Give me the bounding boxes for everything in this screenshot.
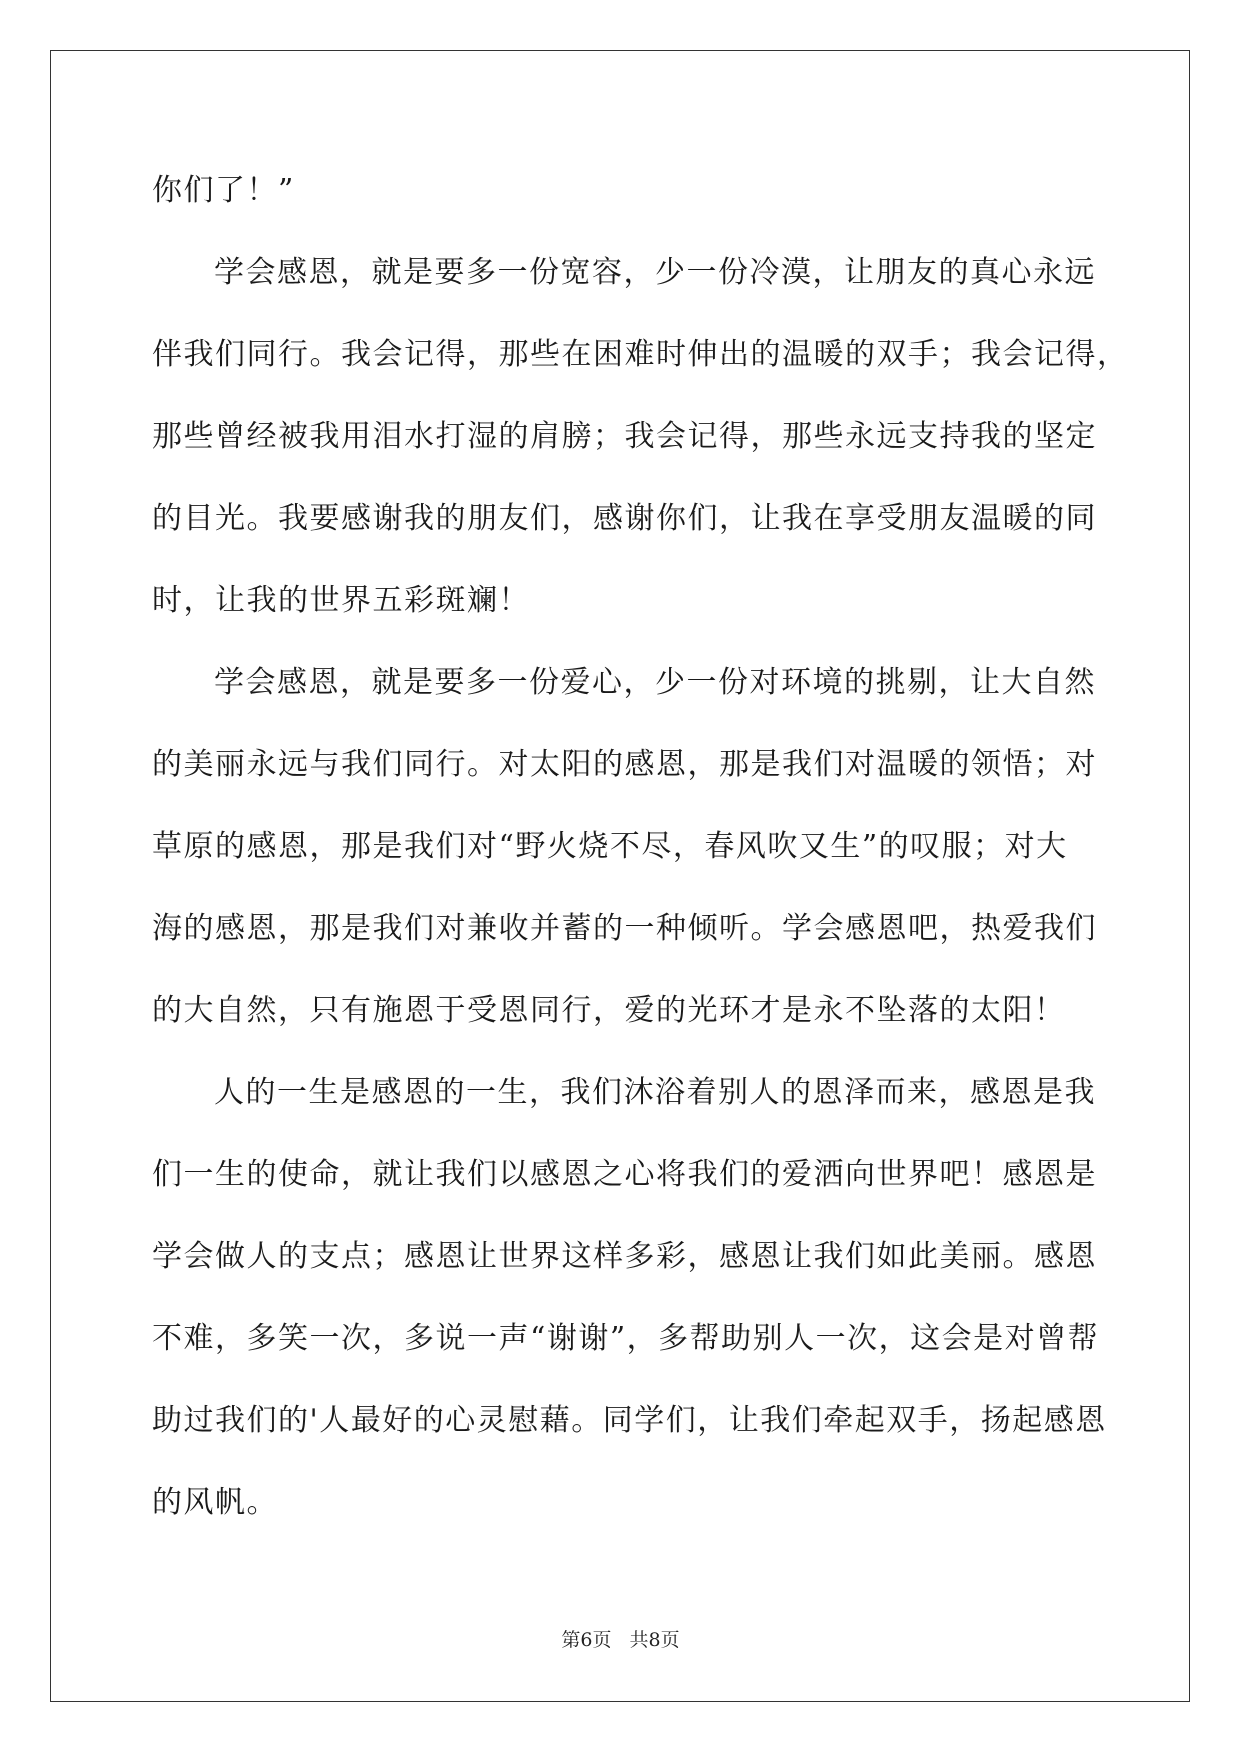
text-line: 你们了！” [152, 173, 295, 208]
text-line: 的大自然，只有施恩于受恩同行，爱的光环才是永不坠落的太阳！ [152, 993, 1066, 1028]
text-line: 学会感恩，就是要多一份宽容，少一份冷漠，让朋友的真心永远 [214, 255, 1096, 290]
text-line: 草原的感恩，那是我们对“野火烧不尽，春风吹又生”的叹服；对大 [152, 829, 1068, 864]
text-line: 海的感恩，那是我们对兼收并蓄的一种倾听。学会感恩吧，热爱我们 [152, 911, 1097, 946]
document-body [152, 165, 1129, 1559]
text-line: 伴我们同行。我会记得，那些在困难时伸出的温暖的双手；我会记得， [152, 337, 1129, 372]
text-line: 不难，多笑一次，多说一声“谢谢”，多帮助别人一次，这会是对曾帮 [152, 1321, 1100, 1356]
page-footer [0, 1625, 1241, 1652]
text-line: 学会做人的支点；感恩让世界这样多彩，感恩让我们如此美丽。感恩 [152, 1239, 1097, 1274]
text-line: 学会感恩，就是要多一份爱心，少一份对环境的挑剔，让大自然 [214, 665, 1096, 700]
total-page-count: 共8页 [629, 1629, 680, 1651]
text-line: 时，让我的世界五彩斑斓！ [152, 583, 530, 618]
text-line: 的目光。我要感谢我的朋友们，感谢你们，让我在享受朋友温暖的同 [152, 501, 1097, 536]
text-line: 的风帆。 [152, 1485, 278, 1520]
text-line: 们一生的使命，就让我们以感恩之心将我们的爱洒向世界吧！感恩是 [152, 1157, 1097, 1192]
current-page-number: 第6页 [561, 1629, 612, 1651]
text-line: 助过我们的'人最好的心灵慰藉。同学们，让我们牵起双手，扬起感恩 [152, 1403, 1107, 1438]
text-line: 人的一生是感恩的一生，我们沐浴着别人的恩泽而来，感恩是我 [214, 1075, 1096, 1110]
text-line: 的美丽永远与我们同行。对太阳的感恩，那是我们对温暖的领悟；对 [152, 747, 1097, 782]
text-line: 那些曾经被我用泪水打湿的肩膀；我会记得，那些永远支持我的坚定 [152, 419, 1097, 454]
